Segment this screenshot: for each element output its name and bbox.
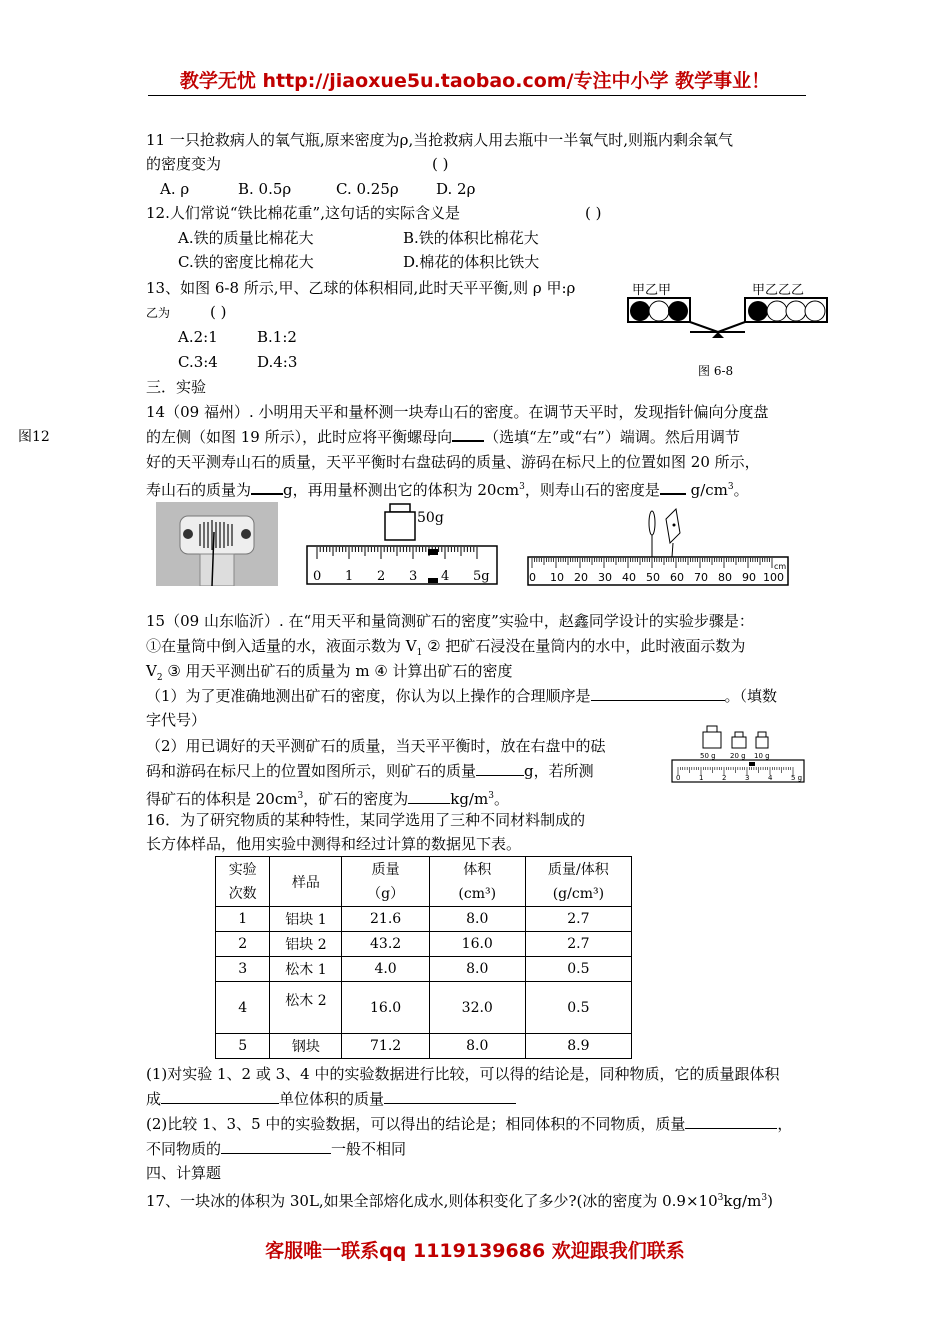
- q15-line4-b: 。（填数: [724, 687, 778, 705]
- q17-exp: 3: [717, 1193, 724, 1203]
- q13-option-a: A.2:1: [178, 328, 218, 346]
- table-header-row: [216, 857, 632, 907]
- q13-line1: 13、如图 6-8 所示,甲、乙球的体积相同,此时天平平衡,则 ρ 甲:ρ: [146, 279, 576, 297]
- q14-line4-c: ，则寿山石的密度是: [524, 481, 660, 499]
- cell-mass: 16.0: [342, 982, 429, 1034]
- q14-blank-mass[interactable]: [251, 479, 283, 495]
- header-rule: [148, 95, 806, 96]
- rider-tick-label: 3: [409, 569, 418, 584]
- cell-trial: 3: [216, 957, 270, 982]
- q15-line6: （2）用已调好的天平测矿石的质量，当天平平衡时，放在右盘中的砝: [146, 737, 606, 755]
- q15-line5: 字代号）: [146, 711, 207, 729]
- q17-tail: kg/m: [723, 1192, 762, 1210]
- q12-option-a: A.铁的质量比棉花大: [178, 229, 314, 247]
- q15-line2-b: ② 把矿石浸没在量筒内的水中，此时液面示数为: [422, 637, 746, 655]
- cell-density: 0.5: [525, 982, 631, 1034]
- q12-option-b: B.铁的体积比棉花大: [403, 229, 539, 247]
- q15-line3-a: V: [146, 662, 157, 680]
- q15-tick-label: 1: [699, 774, 704, 782]
- q15-line3-b: ③ 用天平测出矿石的质量为 m ④ 计算出矿石的密度: [162, 662, 513, 680]
- q15-line4-a: （1）为了更准确地测出矿石的密度，你认为以上操作的合理顺序是: [146, 687, 591, 705]
- cell-sample: 钢块: [270, 1034, 342, 1059]
- header-volume: 体积 (cm³): [429, 857, 525, 907]
- q13-paren: ( ): [210, 303, 227, 321]
- q17-tail2: ): [767, 1192, 773, 1210]
- q15-line4: [146, 684, 777, 708]
- ruler-tick-label: 70: [694, 571, 708, 584]
- left-pan-labels: 甲乙甲: [632, 283, 672, 298]
- ruler-tick-label: 50: [646, 571, 660, 584]
- weight-label: 10 g: [754, 752, 770, 760]
- q15-line7: [146, 759, 594, 783]
- page-footer: 客服唯一联系qq 1119139686 欢迎跟我们联系: [265, 1240, 685, 1262]
- cell-density: 8.9: [525, 1034, 631, 1059]
- cell-volume: 16.0: [429, 932, 525, 957]
- table-row: [216, 982, 632, 1034]
- q14-blank-density[interactable]: [660, 479, 686, 495]
- q15-line8-b: ，矿石的密度为: [303, 790, 409, 808]
- q16-conclusion2-line1: [146, 1112, 792, 1136]
- q15-sub1: 1: [416, 648, 423, 658]
- q13-option-c: C.3:4: [178, 353, 218, 371]
- balance-figure-6-8: [620, 280, 830, 350]
- ruler-tick-label: 60: [670, 571, 684, 584]
- q16-blank-ratio[interactable]: [161, 1089, 279, 1104]
- q17-line: [146, 1186, 773, 1213]
- q16-conclusion1-line1: (1)对实验 1、2 或 3、4 中的实验数据进行比较，可以得的结论是，同种物质，它的质量跟体积: [146, 1065, 780, 1083]
- q17-exp2: 3: [761, 1193, 768, 1203]
- dial-photo: [156, 502, 278, 586]
- cell-trial: 5: [216, 1034, 270, 1059]
- weight-label: 50g: [417, 510, 444, 526]
- ruler-tick-label: 40: [622, 571, 636, 584]
- q15-blank-mass[interactable]: [476, 761, 524, 776]
- table-row: [216, 907, 632, 932]
- q14-line3: 好的天平测寿山石的质量，天平平衡时右盘砝码的质量、游码在标尺上的位置如图 20 所示，: [146, 453, 760, 471]
- q15-blank-order[interactable]: [591, 686, 725, 701]
- cell-density: 2.7: [525, 907, 631, 932]
- q14-line1: 14（09 福州）. 小明用天平和量杯测一块寿山石的密度。在调节天平时，发现指针偏向分度盘: [146, 403, 769, 421]
- q12-paren: ( ): [585, 204, 602, 222]
- cell-density: 0.5: [525, 957, 631, 982]
- q14-period: 。: [733, 481, 749, 499]
- right-pan-labels: 甲乙乙乙: [752, 283, 805, 298]
- cell-mass: 71.2: [342, 1034, 429, 1059]
- q16-conclusion2-line2: [146, 1137, 406, 1161]
- q11-option-a: A. ρ: [160, 180, 190, 198]
- cell-sample: 松木 1: [270, 957, 342, 982]
- cell-density: 2.7: [525, 932, 631, 957]
- q16-c2-d: 一般不相同: [331, 1140, 407, 1158]
- rider-tick-label: 1: [345, 569, 354, 584]
- q14-line4-a: 寿山石的质量为: [146, 481, 252, 499]
- q16-line1: 16．为了研究物质的某种特性，某同学选用了三种不同材料制成的: [146, 811, 586, 829]
- q12-option-c: C.铁的密度比棉花大: [178, 253, 314, 271]
- q12-stem: 12.人们常说“铁比棉花重”,这句话的实际含义是: [146, 204, 460, 222]
- data-table: [215, 856, 632, 1059]
- ruler-tick-label: 100: [763, 571, 784, 584]
- weight-label: 20 g: [730, 752, 746, 760]
- q15-blank-density[interactable]: [408, 789, 450, 804]
- q16-blank-unit-mass[interactable]: [384, 1089, 516, 1104]
- q16-line2: 长方体样品，他用实验中测得和经过计算的数据见下表。: [146, 835, 522, 853]
- q15-tick-label: 4: [768, 774, 773, 782]
- q11-option-d: D. 2ρ: [436, 180, 476, 198]
- q15-line2-a: ①在量筒中倒入适量的水，液面示数为 V: [146, 637, 417, 655]
- q16-conclusion1-line2: [146, 1087, 516, 1111]
- cell-volume: 8.0: [429, 1034, 525, 1059]
- q15-tick-label: 3: [745, 774, 750, 782]
- ruler-tick-label: 30: [598, 571, 612, 584]
- header-sample: 样品: [270, 857, 342, 907]
- cell-sample: 铝块 1: [270, 907, 342, 932]
- q14-line4: [146, 475, 749, 502]
- q16-blank-property[interactable]: [221, 1139, 331, 1154]
- q14-blank-direction[interactable]: [452, 426, 484, 442]
- q16-c2-c: 不同物质的: [146, 1140, 222, 1158]
- page-header: 教学无忧 http://jiaoxue5u.taobao.com/专注中小学 教学事业！: [179, 70, 771, 92]
- q14-line2: [146, 425, 740, 449]
- q11-option-c: C. 0.25ρ: [336, 180, 399, 198]
- fig-6-8-caption: 图 6-8: [698, 364, 734, 378]
- q16-blank-mass-diff[interactable]: [685, 1114, 777, 1129]
- cell-sample: 松木 2: [270, 982, 342, 1034]
- ruler-figure: [526, 505, 791, 590]
- q15-line7-a: 码和游码在标尺上的位置如图所示，则矿石的质量: [146, 762, 477, 780]
- q15-line7-b: g，若所测: [524, 762, 594, 780]
- q15-line8-c: kg/m: [450, 790, 489, 808]
- weight-and-rider-figure: [305, 500, 500, 590]
- q14-exp1: 3: [519, 482, 525, 492]
- q16-c2-a: (2)比较 1、3、5 中的实验数据，可以得出的结论是；相同体积的不同物质，质量: [146, 1115, 686, 1133]
- cell-trial: 1: [216, 907, 270, 932]
- header-mass: 质量 （g）: [342, 857, 429, 907]
- q16-c1-b: 成: [146, 1090, 162, 1108]
- q15-tick-label: 0: [676, 774, 681, 782]
- weight-label: 50 g: [700, 752, 716, 760]
- q16-c2-b: ，: [777, 1115, 793, 1133]
- ruler-unit: cm: [774, 562, 787, 571]
- cell-mass: 43.2: [342, 932, 429, 957]
- q15-line8-a: 得矿石的体积是 20cm: [146, 790, 298, 808]
- q15-tick-label: 2: [722, 774, 727, 782]
- q15-line8: [146, 784, 509, 811]
- q15-sub2: 2: [156, 673, 163, 683]
- q14-exp2: 3: [727, 482, 734, 492]
- q14-line4-b: g，再用量杯测出它的体积为 20cm: [283, 481, 520, 499]
- q16-c1-c: 单位体积的质量: [279, 1090, 385, 1108]
- cell-mass: 21.6: [342, 907, 429, 932]
- ruler-tick-label: 90: [742, 571, 756, 584]
- q13-line2: 乙为: [146, 306, 171, 320]
- cell-sample: 铝块 2: [270, 932, 342, 957]
- dial-drawing: [156, 502, 278, 586]
- q15-weights-figure: [668, 718, 808, 786]
- section-4-title: 四、计算题: [146, 1164, 222, 1182]
- q13-option-d: D.4:3: [257, 353, 298, 371]
- cell-volume: 32.0: [429, 982, 525, 1034]
- q14-line2-b: （选填“左”或“右”）端调。然后用调节: [484, 428, 740, 446]
- q15-exp1: 3: [297, 791, 304, 801]
- cell-volume: 8.0: [429, 907, 525, 932]
- rider-tick-label: 2: [377, 569, 386, 584]
- table-row: [216, 957, 632, 982]
- ruler-tick-label: 80: [718, 571, 732, 584]
- header-trial: 实验 次数: [216, 857, 270, 907]
- q14-line4-d: g/cm: [685, 481, 728, 499]
- ruler-tick-label: 10: [550, 571, 564, 584]
- q13-option-b: B.1:2: [257, 328, 297, 346]
- q14-line2-a: 的左侧（如图 19 所示），此时应将平衡螺母向: [146, 428, 453, 446]
- table-row: [216, 1034, 632, 1059]
- q15-exp2: 3: [488, 791, 494, 801]
- q12-option-d: D.棉花的体积比铁大: [403, 253, 540, 271]
- q15-line8-d: 。: [493, 790, 509, 808]
- ruler-tick-label: 20: [574, 571, 588, 584]
- rider-tick-label: 5g: [473, 569, 490, 584]
- cell-trial: 4: [216, 982, 270, 1034]
- cell-mass: 4.0: [342, 957, 429, 982]
- q15-line1: 15（09 山东临沂）. 在“用天平和量筒测矿石的密度”实验中，赵鑫同学设计的实验步骤是：: [146, 612, 754, 630]
- cell-volume: 8.0: [429, 957, 525, 982]
- ruler-tick-label: 0: [529, 571, 536, 584]
- rider-tick-label: 0: [313, 569, 322, 584]
- q11-option-b: B. 0.5ρ: [238, 180, 292, 198]
- q11-line2: 的密度变为: [146, 155, 222, 173]
- header-density: 质量/体积 (g/cm³): [525, 857, 631, 907]
- q17-text: 17、一块冰的体积为 30L,如果全部熔化成水,则体积变化了多少?(冰的密度为 0.9×10: [146, 1192, 718, 1210]
- cell-trial: 2: [216, 932, 270, 957]
- q11-line1: 11 一只抢救病人的氧气瓶,原来密度为ρ,当抢救病人用去瓶中一半氧气时,则瓶内剩余氧气: [146, 131, 733, 149]
- q15-tick-label: 5 g: [791, 774, 803, 782]
- section-3-title: 三．实验: [146, 378, 207, 396]
- q11-paren: ( ): [432, 155, 449, 173]
- table-row: [216, 932, 632, 957]
- side-figure-label: 图12: [18, 429, 50, 445]
- rider-tick-label: 4: [441, 569, 450, 584]
